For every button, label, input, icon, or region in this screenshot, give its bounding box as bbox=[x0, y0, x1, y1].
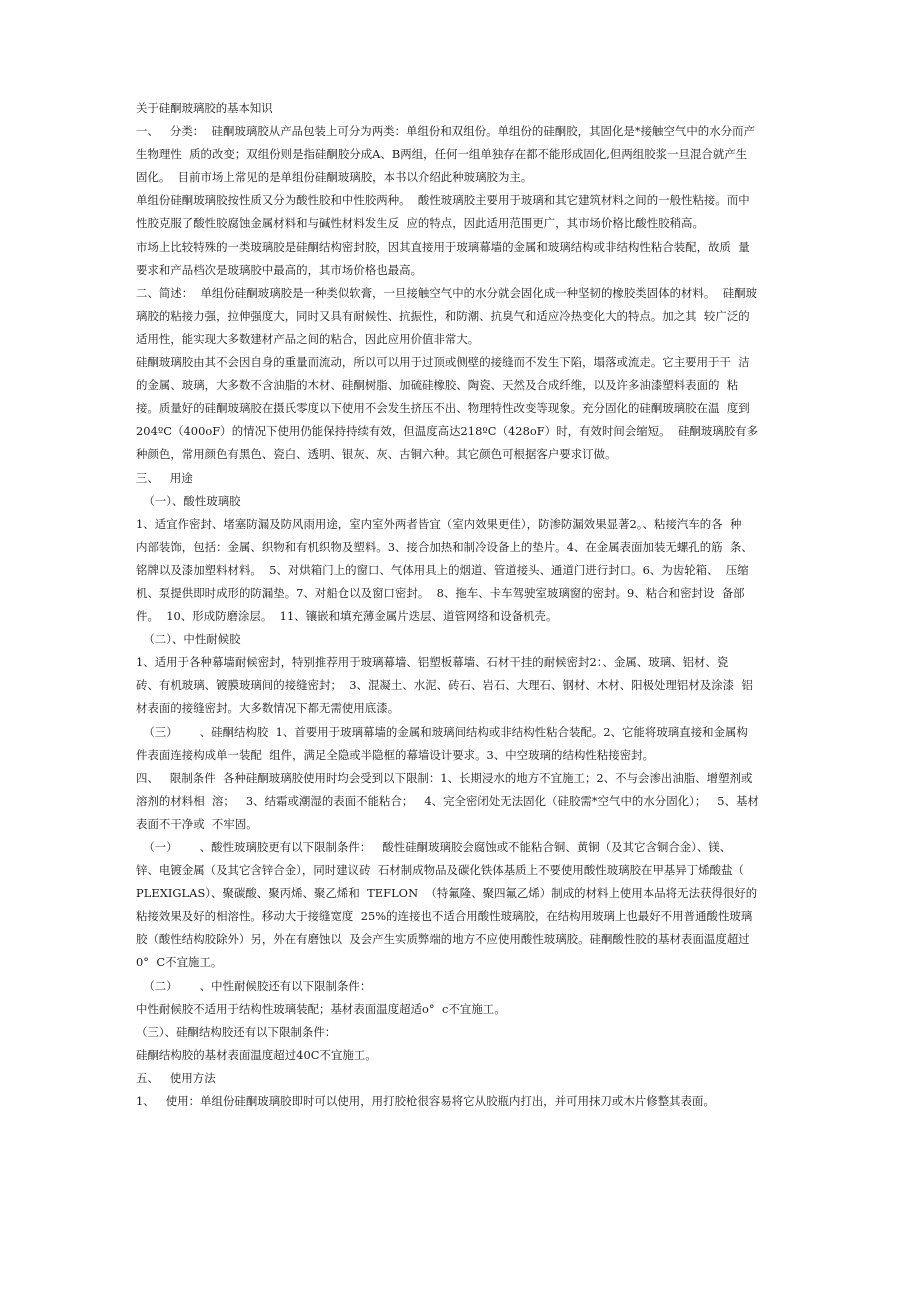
text-line: PLEXIGLAS）、聚碳酸、聚丙烯、聚乙烯和 TEFLON （特氟隆、聚四氟乙烯）制成的材料上使用本品将无法获得很好的 bbox=[136, 886, 758, 901]
text-line: 一、 分类： 硅酮玻璃胶从产品包装上可分为两类：单组份和双组份。单组份的硅酮胶，其固化是*接触空气中的水分而产 bbox=[136, 124, 756, 139]
text-line: 二、简述： 单组份硅酮玻璃胶是一种类似软膏，一旦接触空气中的水分就会固化成一种坚韧的橡胶类固体的材料。 硅酮玻 bbox=[136, 285, 758, 300]
text-line: 砖、有机玻璃、镀膜玻璃间的接缝密封； 3、混凝土、水泥、砖石、岩石、大理石、钢材、木材、阳极处理铝材及涂漆 铝 bbox=[136, 678, 753, 693]
text-line: 单组份硅酮玻璃胶按性质又分为酸性胶和中性胶两种。 酸性玻璃胶主要用于玻璃和其它建筑材料之间的一般性粘接。而中 bbox=[136, 193, 750, 208]
text-line: 适用性，能实现大多数建材产品之间的粘合，因此应用价值非常大。 bbox=[136, 331, 480, 346]
text-line: （三） 、硅酮结构胶 1、首要用于玻璃幕墙的金属和玻璃间结构或非结构性粘合装配。2、它能将玻璃直接和金属构 bbox=[136, 724, 748, 739]
text-line: 1、 使用：单组份硅酮玻璃胶即时可以使用，用打胶枪很容易将它从胶瓶内打出，并可用抹刀或木片修整其表面。 bbox=[136, 1094, 715, 1109]
text-line: 要求和产品档次是玻璃胶中最高的，其市场价格也最高。 bbox=[136, 262, 423, 277]
text-line: 胶（酸性结构胶除外）另，外在有磨蚀以 及会产生实质弊端的地方不应使用酸性玻璃胶。硅酮酸性胶的基材表面温度超过 bbox=[136, 932, 750, 947]
text-line: （二）、中性耐候胶 bbox=[136, 632, 241, 647]
text-line: 锌、电镀金属（及其它含锌合金），同时建议砖 石材制成物品及碳化铁体基质上不要使用酸性玻璃胶在甲基异丁烯酸盐（ bbox=[136, 863, 744, 878]
text-line: 粘接效果及好的相溶性。移动大于接缝宽度 25%的连接也不适合用酸性玻璃胶，在结构用玻璃上也最好不用普通酸性玻璃 bbox=[136, 909, 753, 924]
text-line: 接。质量好的硅酮玻璃胶在摄氏零度以下使用不会发生挤压不出、物理特性改变等现象。充分固化的硅酮玻璃胶在温 度到 bbox=[136, 401, 750, 416]
text-line: 性胶克服了酸性胶腐蚀金属材料和与碱性材料发生反 应的特点，因此适用范围更广，其市场价格比酸性胶稍高。 bbox=[136, 216, 704, 231]
text-line: 件表面连接构成单一装配 组件，满足全隐或半隐框的幕墙设计要求。3、中空玻璃的结构性粘接密封。 bbox=[136, 747, 655, 762]
document-lines bbox=[136, 120, 802, 1113]
text-line: 表面不干净或 不牢固。 bbox=[136, 816, 258, 831]
text-line: （二） 、中性耐候胶还有以下限制条件： bbox=[136, 978, 372, 993]
text-line: 1、适用于各种幕墙耐候密封，特别推荐用于玻璃幕墙、铝塑板幕墙、石材干挂的耐候密封2：、金属、玻璃、铝材、瓷 bbox=[136, 655, 729, 670]
text-line: 五、 使用方法 bbox=[136, 1070, 216, 1085]
text-line: 0° C不宜施工。 bbox=[136, 955, 223, 970]
text-line: 生物理性 质的改变；双组份则是指硅酮胶分成A、B两组，任何一组单独存在都不能形成固化,但两组胶浆一旦混合就产生 bbox=[136, 147, 748, 162]
text-line: 市场上比较特殊的一类玻璃胶是硅酮结构密封胶，因其直接用于玻璃幕墙的金属和玻璃结构或非结构性粘合装配，故质 量 bbox=[136, 239, 750, 254]
text-line: 1、适宜作密封、堵塞防漏及防风雨用途，室内室外两者皆宜（室内效果更佳），防渗防漏效果显著2。、粘接汽车的各 种 bbox=[136, 516, 742, 531]
text-line: 硅酮玻璃胶由其不会因自身的重量而流动，所以可以用于过顶或侧壁的接缝而不发生下陷，塌落或流走。它主要用于干 洁 bbox=[136, 355, 750, 370]
text-line: 内部装饰，包括：金属、织物和有机织物及塑料。3、接合加热和制冷设备上的垫片。4、在金属表面加装无螺孔的筋 条、 bbox=[136, 539, 753, 554]
text-line: 四、 限制条件 各种硅酮玻璃胶使用时均会受到以下限制：1、长期浸水的地方不宜施工；2、不与会渗出油脂、增塑剂或 bbox=[136, 770, 753, 785]
text-line: 材表面的接缝密封。大多数情况下都无需使用底漆。 bbox=[136, 701, 400, 716]
text-line: 204ºC（400oF）的情况下使用仍能保持持续有效，但温度高达218ºC（428oF）时，有效时间会缩短。 硅酮玻璃胶有多 bbox=[136, 424, 759, 439]
text-line: 硅酮结构胶的基材表面温度超过40C不宜施工。 bbox=[136, 1047, 377, 1062]
text-line: （一） 、酸性玻璃胶更有以下限制条件： 酸性硅酮玻璃胶会腐蚀或不能粘合铜、黄铜（及其它含铜合金）、镁、 bbox=[136, 840, 732, 854]
text-line: 种颜色，常用颜色有黑色、瓷白、透明、银灰、灰、古铜六种。其它颜色可根据客户要求订做。 bbox=[136, 447, 617, 462]
text-line: 中性耐候胶不适用于结构性玻璃装配；基材表面温度超适o° c不宜施工。 bbox=[136, 1001, 506, 1016]
text-line: 机、泵提供即时成形的防漏垫。7、对船仓以及窗口密封。 8、拖车、卡车驾驶室玻璃窗的密封。9、粘合和密封设 备部 bbox=[136, 585, 745, 600]
text-line: 三、 用途 bbox=[136, 470, 193, 485]
document-body bbox=[136, 97, 802, 1113]
text-line: 件。 10、形成防磨涂层。 11、镶嵌和填充薄金属片迭层、道管网络和设备机壳。 bbox=[136, 609, 558, 624]
text-line: （三）、硅酮结构胶还有以下限制条件： bbox=[136, 1024, 337, 1039]
text-line: 璃胶的粘接力强，拉伸强度大，同时又具有耐候性、抗振性，和防潮、抗臭气和适应冷热变化大的特点。加之其 较广泛的 bbox=[136, 308, 750, 323]
document-title: 关于硅酮玻璃胶的基本知识 bbox=[136, 101, 273, 115]
text-line: 的金属、玻璃，大多数不含油脂的木材、硅酮树脂、加硫硅橡胶、陶瓷、天然及合成纤维，以及许多油漆塑料表面的 粘 bbox=[136, 378, 739, 393]
text-line: 溶剂的材料相 溶； 3、结霜或潮湿的表面不能粘合； 4、完全密闭处无法固化（硅胶需*空气中的水分固化）； 5、基材 bbox=[136, 793, 759, 808]
text-line: 铭牌以及漆加塑料材料。 5、对烘箱门上的窗口、气体用具上的烟道、管道接头、通道门进行封口。6、为齿轮箱、 压缩 bbox=[136, 562, 749, 577]
text-line: （一）、酸性玻璃胶 bbox=[136, 493, 241, 508]
text-line: 固化。 目前市场上常见的是单组份硅酮玻璃胶，本书以介绍此种玻璃胶为主。 bbox=[136, 170, 533, 185]
